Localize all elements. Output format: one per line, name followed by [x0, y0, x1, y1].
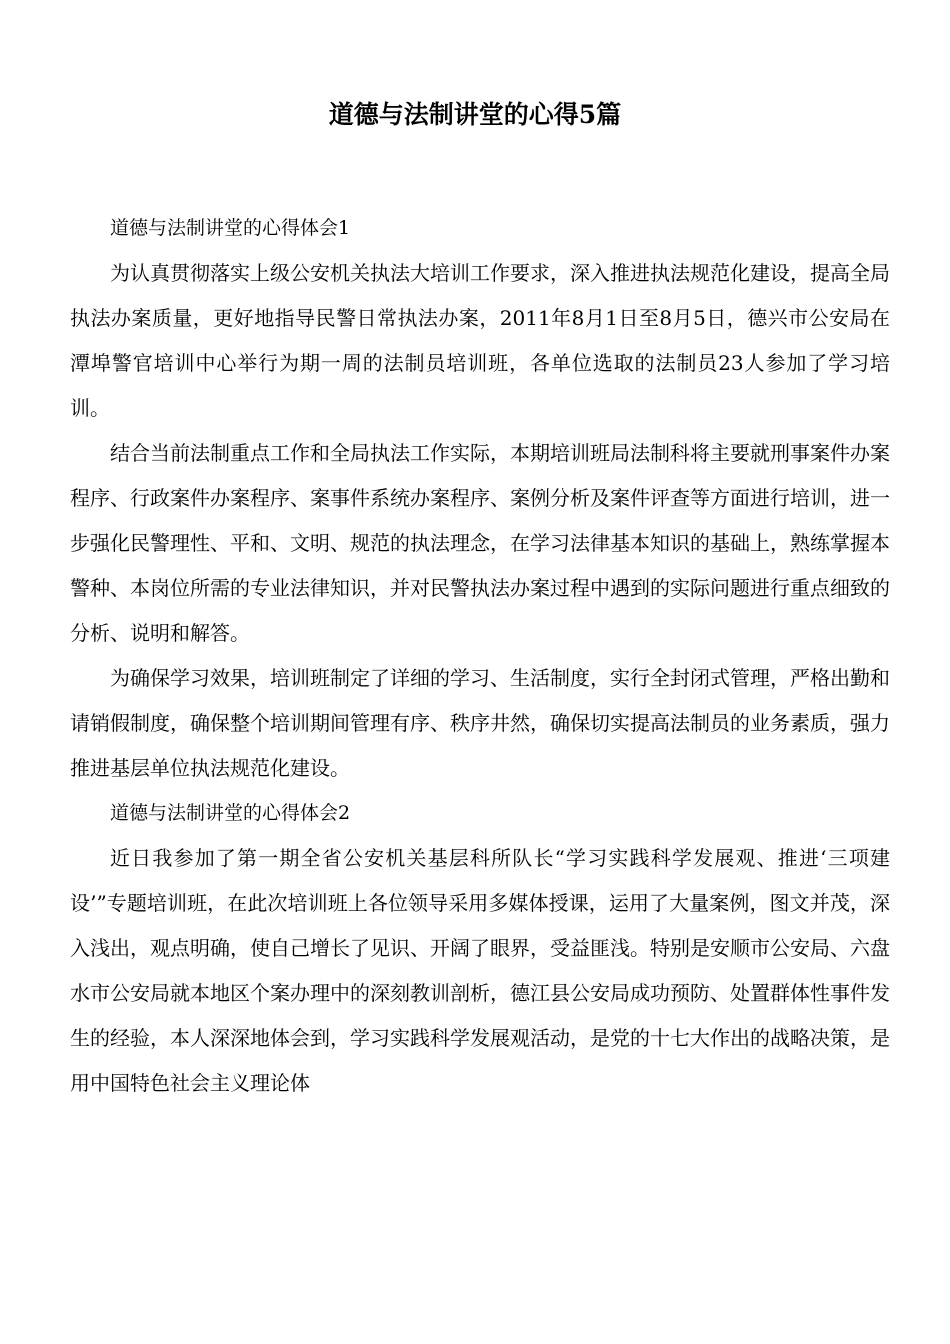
section-heading-2: 道德与法制讲堂的心得体会2 [110, 802, 351, 824]
paragraph-4: 近日我参加了第一期全省公安机关基层科所队长“学习实践科学发展观、推进‘三项建设’”专题培训班，在此次培训班上各位领导采用多媒体授课，运用了大量案例，图文并茂，深入浅出，观点明确，使自己增长了见识、开阔了眼界，受益匪浅。特别是安顺市公安局、六盘水市公安局就本地区个案办理中的深刻教训剖析，德江县公安局成功预防、处置群体性事件发生的经验，本人深深地体会到，学习实践科学发展观活动，是党的十七大作出的战略决策，是用中国特色社会主义理论体 [70, 846, 890, 1095]
section-heading-1: 道德与法制讲堂的心得体会1 [110, 217, 351, 239]
document-title: 道德与法制讲堂的心得5篇 [328, 100, 622, 129]
paragraph-2: 结合当前法制重点工作和全局执法工作实际，本期培训班局法制科将主要就刑事案件办案程序、行政案件办案程序、案事件系统办案程序、案例分析及案件评查等方面进行培训，进一步强化民警理性、平和、文明、规范的执法理念，在学习法律基本知识的基础上，熟练掌握本警种、本岗位所需的专业法律知识，并对民警执法办案过程中遇到的实际问题进行重点细致的分析、说明和解答。 [70, 441, 890, 645]
paragraph-1: 为认真贯彻落实上级公安机关执法大培训工作要求，深入推进执法规范化建设，提高全局执法办案质量，更好地指导民警日常执法办案，2011年8月1日至8月5日，德兴市公安局在潭埠警官培训中心举行为期一周的法制员培训班，各单位选取的法制员23人参加了学习培训。 [70, 261, 890, 420]
paragraph-3: 为确保学习效果，培训班制定了详细的学习、生活制度，实行全封闭式管理，严格出勤和请销假制度，确保整个培训期间管理有序、秩序井然，确保切实提高法制员的业务素质，强力推进基层单位执法规范化建设。 [70, 666, 890, 780]
document-body [70, 206, 890, 1106]
